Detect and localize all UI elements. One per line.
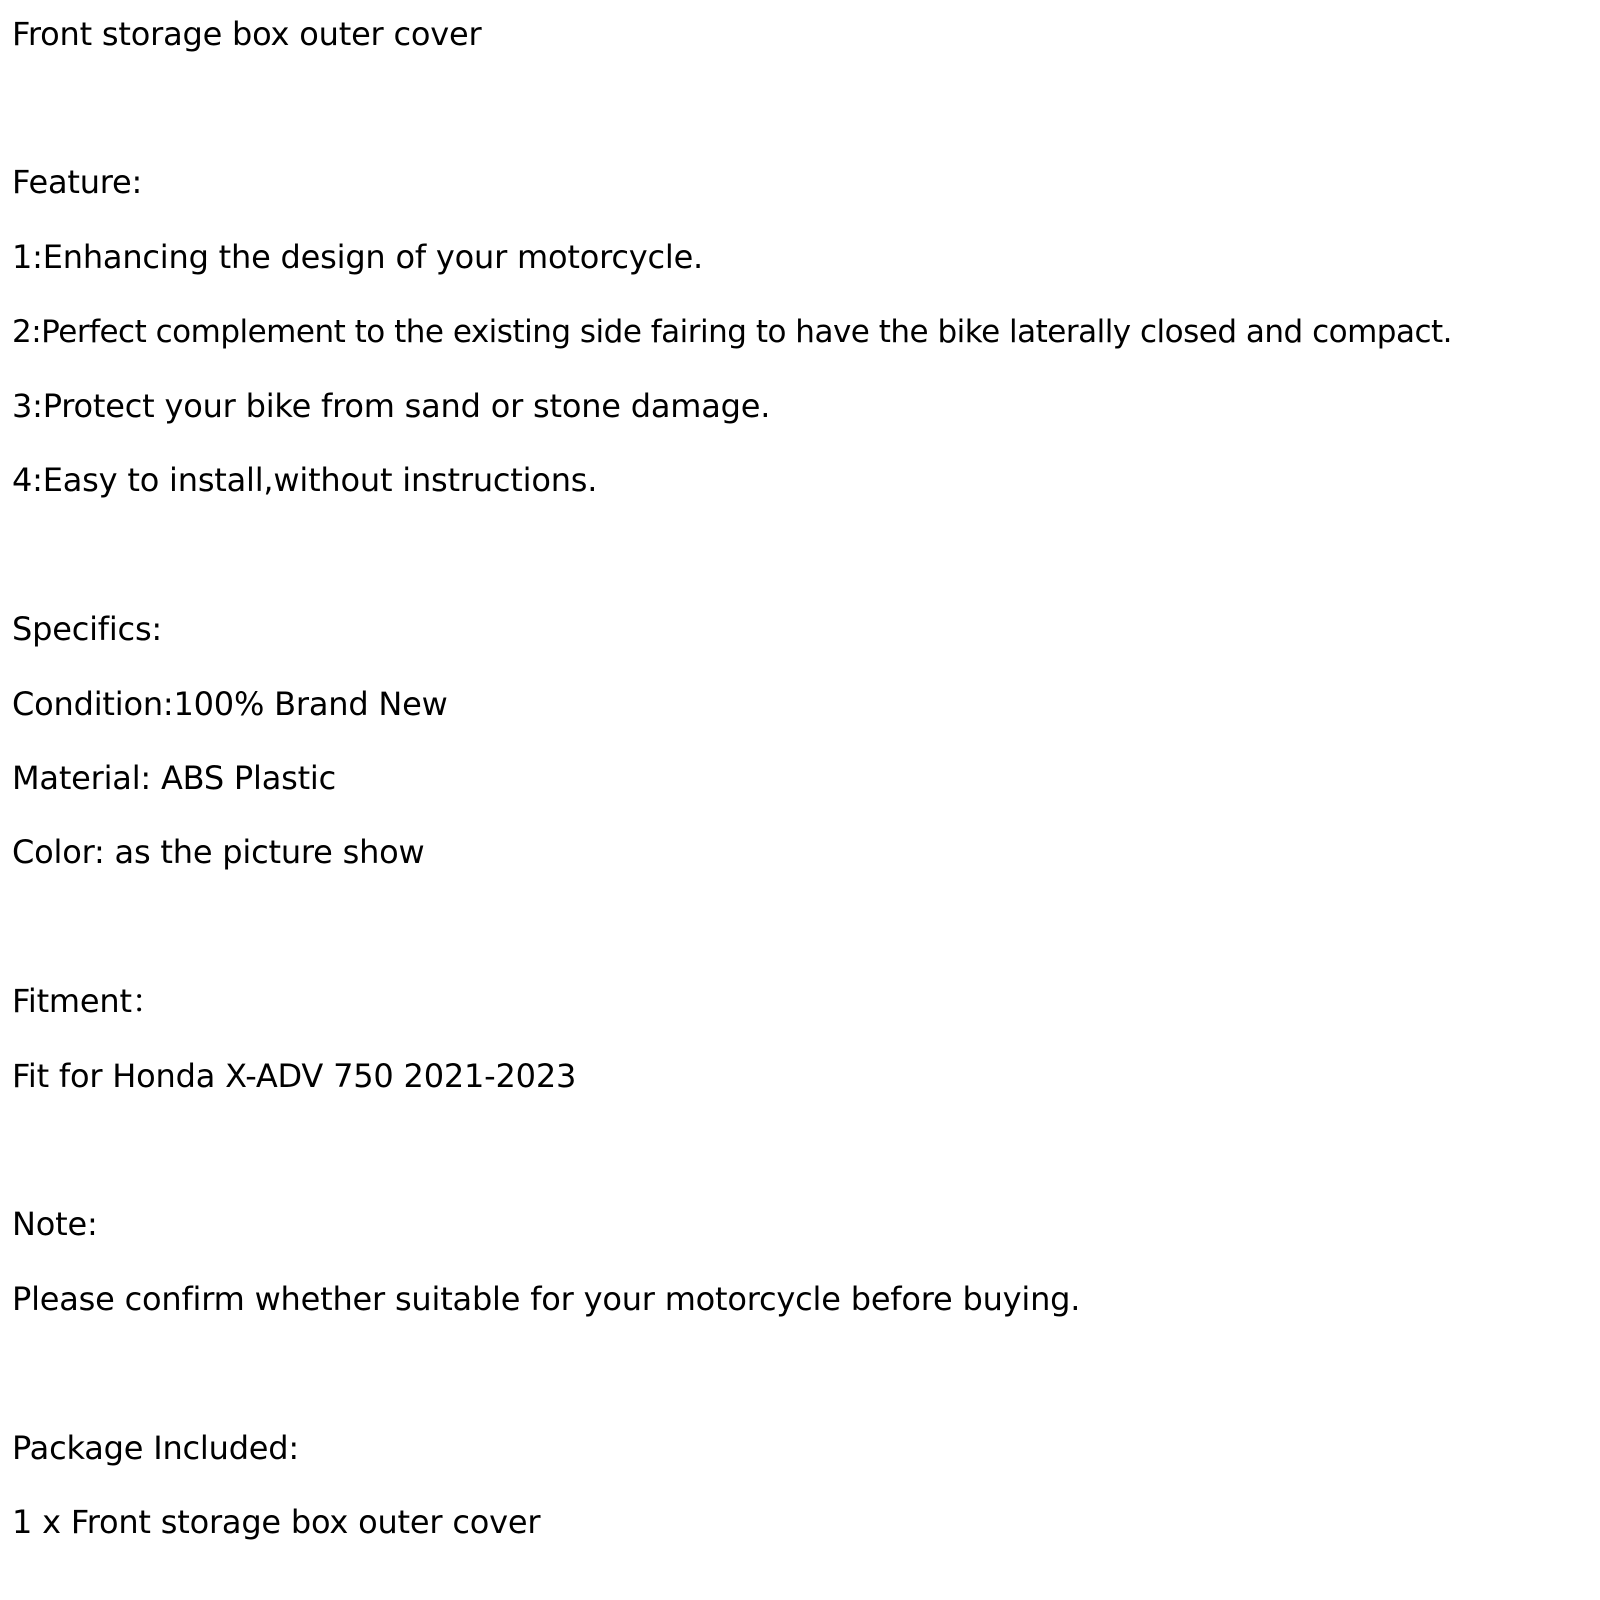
note-heading: Note: — [12, 1205, 98, 1243]
fitment-item: Fit for Honda X-ADV 750 2021-2023 — [12, 1057, 577, 1095]
feature-item: 4:Easy to install,without instructions. — [12, 461, 598, 499]
product-description — [12, 0, 1592, 1600]
fitment-heading: Fitment： — [12, 982, 164, 1020]
specifics-item: Condition:100% Brand New — [12, 685, 448, 723]
feature-item: 3:Protect your bike from sand or stone damage. — [12, 387, 771, 425]
feature-item: 2:Perfect complement to the existing side fairing to have the bike laterally closed and compact. — [12, 314, 1452, 350]
specifics-item: Material: ABS Plastic — [12, 759, 337, 797]
feature-heading: Feature: — [12, 163, 143, 201]
package-heading: Package Included: — [12, 1429, 299, 1467]
package-item: 1 x Front storage box outer cover — [12, 1503, 541, 1541]
feature-item: 1:Enhancing the design of your motorcycle. — [12, 238, 704, 276]
specifics-item: Color: as the picture show — [12, 833, 425, 871]
note-item: Please confirm whether suitable for your motorcycle before buying. — [12, 1280, 1081, 1318]
specifics-heading: Specifics: — [12, 610, 163, 648]
product-title: Front storage box outer cover — [12, 15, 482, 53]
